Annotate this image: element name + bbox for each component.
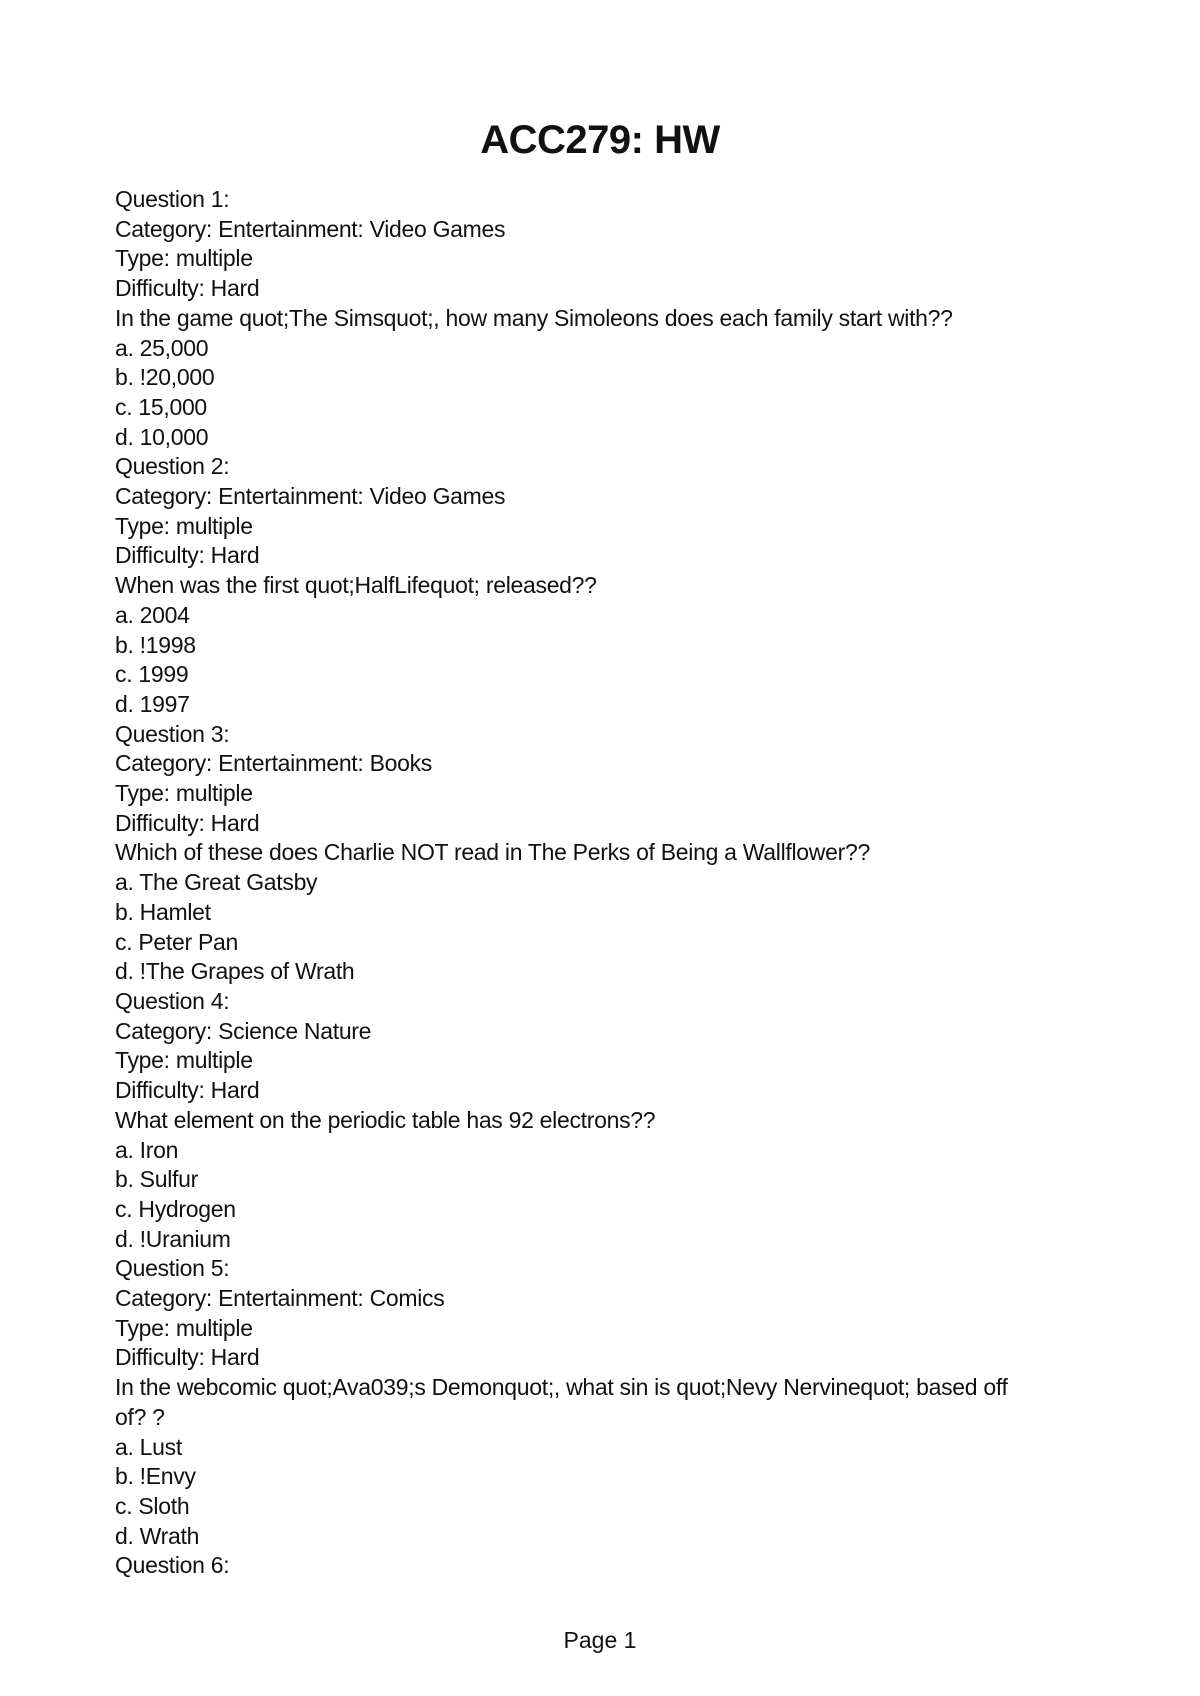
- question-type: Type: multiple: [115, 1314, 253, 1341]
- answer-option: b. Hamlet: [115, 898, 211, 925]
- document-title: ACC279: HW: [480, 118, 720, 162]
- answer-option: c. Sloth: [115, 1492, 190, 1519]
- answer-option: c. Peter Pan: [115, 928, 238, 955]
- answer-option: b. Sulfur: [115, 1166, 198, 1193]
- question-heading: Question 4:: [115, 987, 230, 1014]
- question-text: Which of these does Charlie NOT read in The Perks of Being a Wallflower??: [115, 839, 870, 866]
- answer-option: a. 2004: [115, 601, 190, 628]
- question-difficulty: Difficulty: Hard: [115, 275, 260, 302]
- page-number: Page 1: [563, 1627, 637, 1653]
- answer-option: b. !Envy: [115, 1463, 196, 1490]
- question-heading: Question 6:: [115, 1552, 230, 1579]
- question-text: of? ?: [115, 1403, 165, 1430]
- question-type: Type: multiple: [115, 1047, 253, 1074]
- question-text: What element on the periodic table has 92 electrons??: [115, 1106, 656, 1133]
- questions-list: [115, 185, 1095, 1581]
- question-text: In the game quot;The Simsquot;, how many Simoleons does each family start with??: [115, 304, 953, 331]
- answer-option: d. !The Grapes of Wrath: [115, 958, 355, 985]
- question-difficulty: Difficulty: Hard: [115, 1077, 260, 1104]
- question-text: When was the first quot;HalfLifequot; released??: [115, 572, 597, 599]
- answer-option: c. 1999: [115, 661, 189, 688]
- question-type: Type: multiple: [115, 245, 253, 272]
- answer-option: c. 15,000: [115, 393, 207, 420]
- question-category: Category: Entertainment: Books: [115, 750, 432, 777]
- answer-option: d. 1997: [115, 690, 190, 717]
- question-type: Type: multiple: [115, 512, 253, 539]
- answer-option: a. Iron: [115, 1136, 179, 1163]
- question-text: In the webcomic quot;Ava039;s Demonquot;, what sin is quot;Nevy Nervinequot; based off: [115, 1374, 1008, 1401]
- answer-option: a. 25,000: [115, 334, 209, 361]
- answer-option: b. !20,000: [115, 364, 215, 391]
- question-category: Category: Science Nature: [115, 1017, 372, 1044]
- question-heading: Question 3:: [115, 720, 230, 747]
- question-category: Category: Entertainment: Video Games: [115, 483, 506, 510]
- question-difficulty: Difficulty: Hard: [115, 809, 260, 836]
- question-difficulty: Difficulty: Hard: [115, 542, 260, 569]
- answer-option: a. Lust: [115, 1433, 182, 1460]
- answer-option: c. Hydrogen: [115, 1195, 236, 1222]
- question-category: Category: Entertainment: Video Games: [115, 215, 506, 242]
- question-type: Type: multiple: [115, 780, 253, 807]
- answer-option: d. !Uranium: [115, 1225, 231, 1252]
- question-heading: Question 1:: [115, 186, 230, 212]
- answer-option: d. 10,000: [115, 423, 209, 450]
- answer-option: b. !1998: [115, 631, 196, 658]
- question-heading: Question 2:: [115, 453, 230, 480]
- answer-option: a. The Great Gatsby: [115, 869, 318, 896]
- answer-option: d. Wrath: [115, 1522, 200, 1549]
- question-heading: Question 5:: [115, 1255, 230, 1282]
- question-difficulty: Difficulty: Hard: [115, 1344, 260, 1371]
- question-category: Category: Entertainment: Comics: [115, 1285, 445, 1312]
